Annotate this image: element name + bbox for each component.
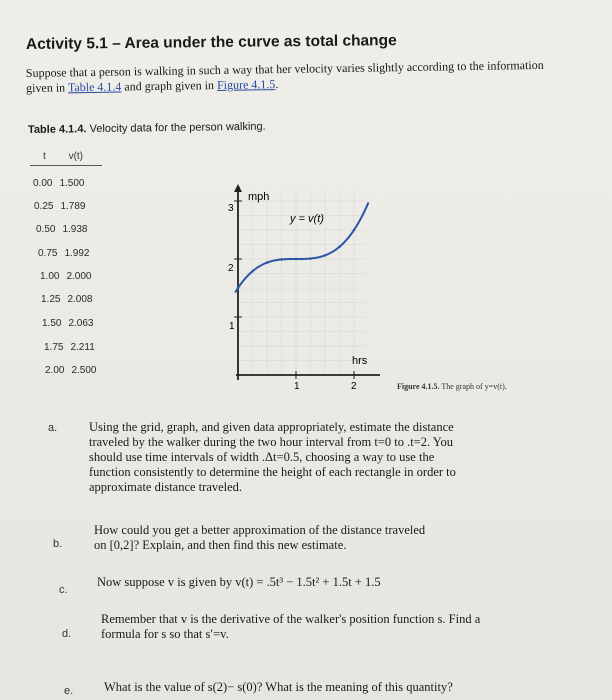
table-row (40, 271, 92, 282)
question-a-line: function consistently to determine the height of each rectangle in order to (89, 465, 456, 479)
y-axis-arrow-icon (234, 184, 242, 192)
cell-v: 2.000 (66, 271, 92, 282)
cell-t: 0.50 (36, 224, 56, 235)
intro-text-3: . (275, 77, 279, 92)
question-label-b: b. (53, 538, 63, 550)
question-label-d: d. (62, 628, 72, 640)
cell-t: 2.00 (45, 365, 65, 376)
data-point (338, 245, 341, 248)
table-caption-text: Velocity data for the person walking. (86, 120, 266, 136)
cell-v: 1.789 (60, 201, 86, 212)
table-link[interactable]: Table 4.1.4 (67, 79, 122, 95)
cell-t: 0.00 (33, 178, 53, 189)
question-label-c: c. (59, 584, 68, 596)
x-tick-label: 1 (294, 381, 300, 392)
table-row (41, 294, 93, 305)
col-header-t: t (43, 151, 46, 162)
col-header-v: v(t) (68, 151, 84, 162)
question-b-line: on [0,2]? Explain, and then find this new estimate. (94, 538, 347, 552)
figure-caption-text: The graph of y=v(t). (439, 382, 507, 391)
question-c (97, 575, 381, 590)
intro-text-2: and graph given in (121, 78, 218, 94)
cell-t: 1.75 (44, 342, 64, 353)
table-row (34, 201, 86, 212)
data-point (280, 258, 283, 261)
y-tick-label: 1 (229, 321, 235, 332)
table-row (42, 318, 94, 329)
cell-v: 2.063 (68, 318, 94, 329)
data-point (251, 270, 254, 273)
question-label-a: a. (48, 422, 58, 434)
activity-title: Activity 5.1 – Area under the curve as total change (25, 32, 397, 53)
cell-t: 1.25 (41, 294, 61, 305)
cell-v: 2.211 (70, 342, 95, 353)
curve-label: y = v(t) (290, 213, 324, 225)
table-header (30, 151, 102, 166)
question-d (101, 612, 480, 642)
table-row (44, 342, 95, 353)
cell-t: 0.25 (34, 201, 54, 212)
question-b (94, 523, 425, 553)
table-row (45, 365, 97, 376)
intro-paragraph (26, 58, 546, 96)
question-a-line: traveled by the walker during the two hour interval from t=0 to .t=2. You (89, 435, 454, 449)
question-label-e: e. (64, 685, 74, 697)
question-a-line: approximate distance traveled. (89, 480, 243, 494)
cell-t: 1.50 (42, 318, 62, 329)
y-unit-label: mph (248, 191, 270, 203)
intro-text-1: Suppose that a person is walking in such a way that her velocity varies slightly according to the information given in (25, 57, 544, 95)
data-point (309, 257, 312, 260)
cell-v: 1.500 (59, 178, 85, 189)
data-point (266, 261, 269, 264)
cell-t: 0.75 (38, 248, 58, 259)
cell-v: 1.992 (64, 248, 90, 259)
table-caption-label: Table 4.1.4. (27, 123, 87, 136)
velocity-graph (220, 180, 390, 400)
y-tick-label: 2 (228, 263, 234, 274)
cell-t: 1.00 (40, 271, 60, 282)
data-point (324, 254, 327, 257)
figure-caption-label: Figure 4.1.5. (397, 382, 440, 391)
question-e (104, 680, 453, 695)
table-caption (28, 121, 266, 136)
data-point (295, 258, 298, 261)
question-a-line: Using the grid, graph, and given data appropriately, estimate the distance (89, 420, 454, 434)
cell-v: 2.008 (67, 294, 93, 305)
table-row (38, 248, 90, 259)
figure-link[interactable]: Figure 4.1.5 (216, 77, 276, 92)
question-d-line: formula for s so that s′=v. (101, 627, 229, 641)
table-row (36, 224, 88, 235)
question-d-line: Remember that v is the derivative of the walker's position function s. Find a (101, 612, 481, 626)
y-tick-label: 3 (228, 203, 234, 214)
question-e-line: What is the value of s(2)− s(0)? What is the meaning of this quantity? (104, 680, 453, 694)
x-tick-label: 2 (351, 381, 357, 392)
x-unit-label: hrs (352, 355, 368, 367)
question-a (89, 420, 456, 495)
question-a-line: should use time intervals of width .Δt=0.5, choosing a way to use the (89, 450, 435, 464)
cell-v: 2.500 (71, 365, 97, 376)
data-point (353, 229, 356, 232)
table-row (33, 178, 85, 189)
cell-v: 1.938 (62, 224, 88, 235)
figure-caption (397, 382, 507, 391)
question-b-line: How could you get a better approximation of the distance traveled (94, 523, 426, 537)
question-c-line: Now suppose v is given by v(t) = .5t³ − 1.5t² + 1.5t + 1.5 (97, 575, 381, 589)
data-point (237, 287, 240, 290)
